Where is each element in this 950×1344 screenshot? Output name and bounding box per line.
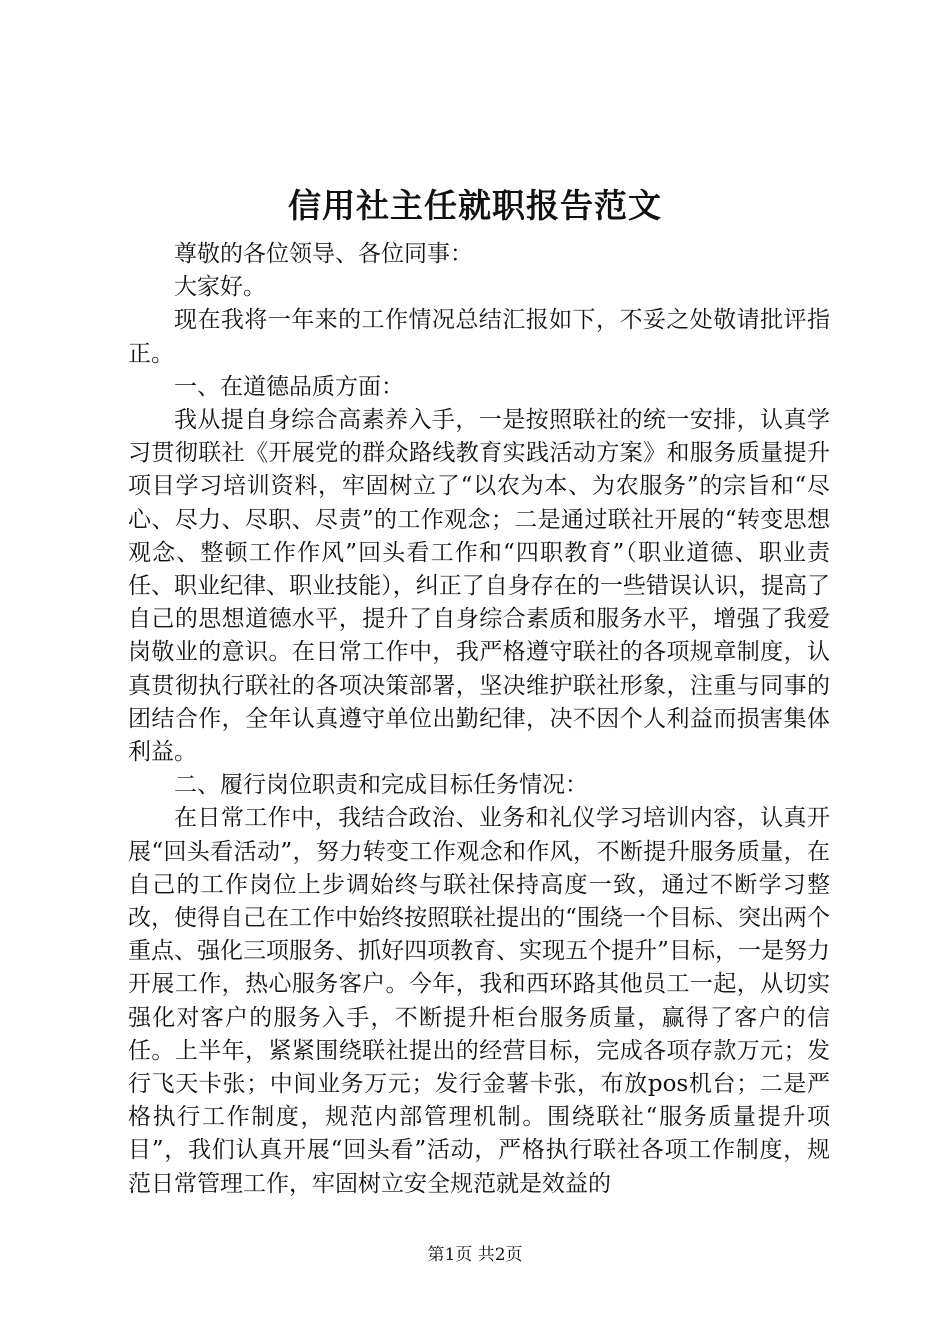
paragraph-duties: 在日常工作中，我结合政治、业务和礼仪学习培训内容，认真开展“回头看活动”，努力转变工作观念和作风，不断提升服务质量，在自己的工作岗位上步调始终与联社保持高度一致，通过不断学习整改，使得自己在工作中始终按照联社提出的“围绕一个目标、突出两个重点、强化三项服务、抓好四项教育、实现五个提升”目标，一是努力开展工作，热心服务客户。今年，我和西环路其他员工一起，从切实强化对客户的服务入手，不断提升柜台服务质量，赢得了客户的信任。上半年，紧紧围绕联社提出的经营目标，完成各项存款万元；发行飞天卡张；中间业务万元；发行金薯卡张，布放pos机台；二是严格执行工作制度，规范内部管理机制。围绕联社“服务质量提升项目”，我们认真开展“回头看”活动，严格执行联社各项工作制度，规范日常管理工作，牢固树立安全规范就是效益的	[128, 805, 830, 1197]
document-body	[128, 238, 830, 1201]
document-title: 信用社主任就职报告范文	[288, 186, 662, 225]
paragraph-salutation: 尊敬的各位领导、各位同事：	[174, 241, 473, 267]
paragraph-greeting: 大家好。	[174, 274, 266, 301]
paragraph-intro: 现在我将一年来的工作情况总结汇报如下，不妥之处敬请批评指正。	[128, 307, 830, 367]
section-heading-morality: 一、在道德品质方面：	[174, 373, 404, 400]
page-number-footer: 第1页 共2页	[427, 1245, 523, 1265]
section-heading-duties: 二、履行岗位职责和完成目标任务情况：	[174, 772, 588, 799]
paragraph-morality: 我从提自身综合高素养入手，一是按照联社的统一安排，认真学习贯彻联社《开展党的群众路线教育实践活动方案》和服务质量提升项目学习培训资料，牢固树立了“以农为本、为农服务”的宗旨和“尽心、尽力、尽职、尽责”的工作观念；二是通过联社开展的“转变思想观念、整顿工作作风”回头看工作和“四职教育”（职业道德、职业责任、职业纪律、职业技能），纠正了自身存在的一些错误认识，提高了自己的思想道德水平，提升了自身综合素质和服务水平，增强了我爱岗敬业的意识。在日常工作中，我严格遵守联社的各项规章制度，认真贯彻执行联社的各项决策部署，坚决维护联社形象，注重与同事的团结合作，全年认真遵守单位出勤纪律，决不因个人利益而损害集体利益。	[128, 407, 830, 766]
